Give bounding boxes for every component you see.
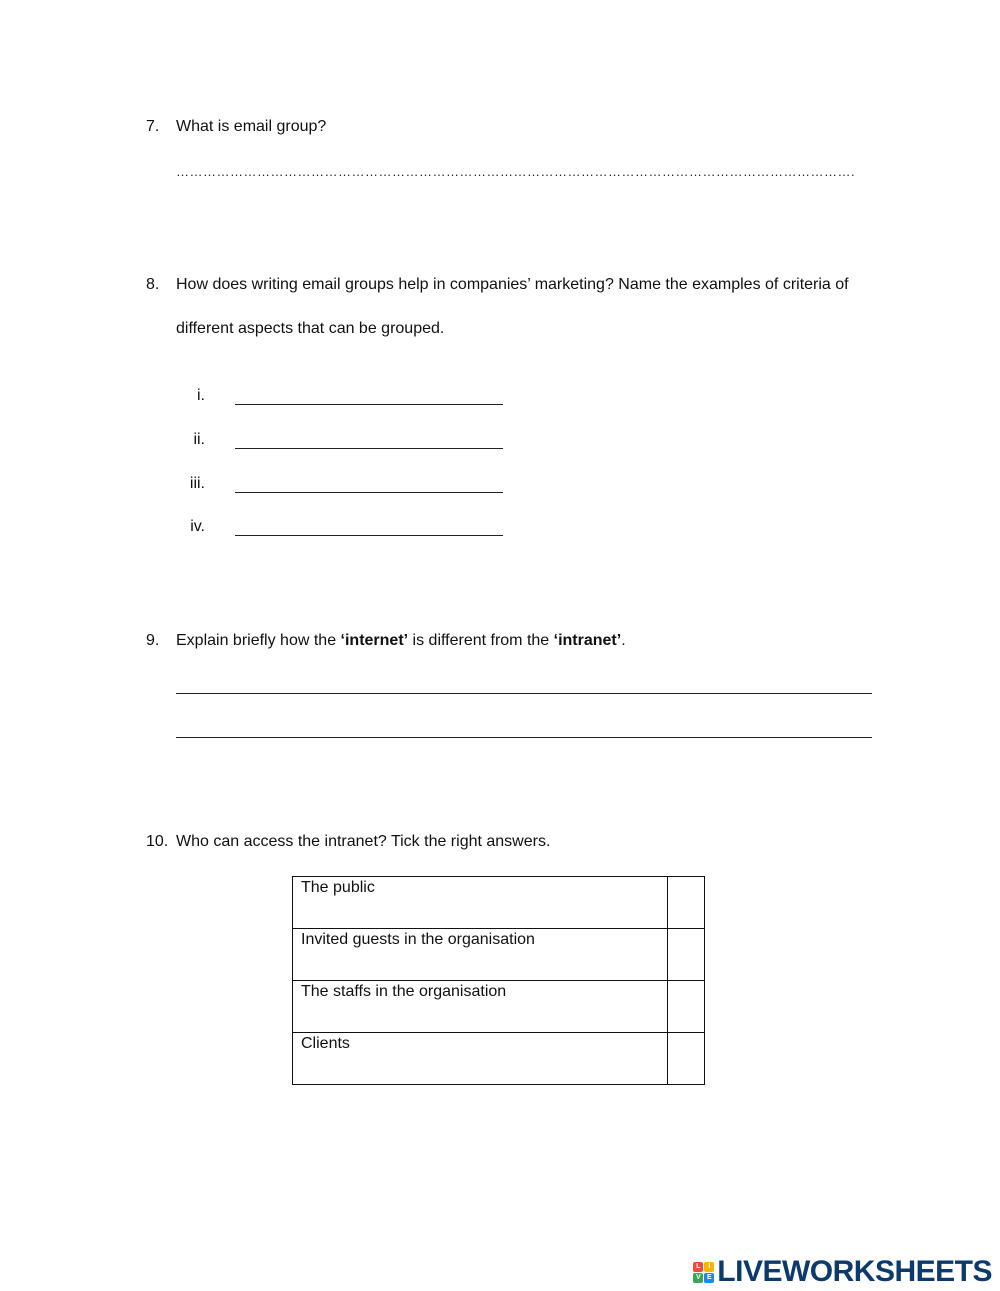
option-label: Invited guests in the organisation xyxy=(293,929,668,981)
question-8-item-label: i. xyxy=(197,387,205,404)
question-8-item-label: iv. xyxy=(190,518,205,535)
question-8-item-label: ii. xyxy=(193,431,205,448)
option-label: The staffs in the organisation xyxy=(293,981,668,1033)
question-8-text-line-2: different aspects that can be grouped. xyxy=(176,320,445,337)
table-row xyxy=(293,929,705,981)
question-8-item-label: iii. xyxy=(189,475,205,492)
question-7-number: 7. xyxy=(146,118,160,135)
question-9-text xyxy=(176,632,626,650)
question-9-text-post: . xyxy=(621,632,626,649)
question-9-term-intranet: ‘intranet’ xyxy=(553,632,622,649)
logo-mark-icon xyxy=(693,1262,714,1283)
question-8-answer-blank[interactable] xyxy=(235,492,503,493)
question-9-number: 9. xyxy=(146,632,160,649)
question-8-number: 8. xyxy=(146,276,160,293)
question-9-term-internet: ‘internet’ xyxy=(340,632,409,649)
tick-table xyxy=(292,876,705,1085)
question-10-number: 10. xyxy=(146,833,169,850)
question-9-text-mid: is different from the xyxy=(408,632,554,649)
option-label: The public xyxy=(293,877,668,929)
question-8-text-line-1: How does writing email groups help in companies’ marketing? Name the examples of criteria of xyxy=(176,276,849,293)
question-7-text: What is email group? xyxy=(176,118,327,135)
table-row xyxy=(293,1033,705,1085)
table-row xyxy=(293,877,705,929)
question-10-text: Who can access the intranet? Tick the right answers. xyxy=(176,833,551,850)
table-row xyxy=(293,981,705,1033)
question-9-answer-line-2[interactable] xyxy=(176,737,872,738)
tick-box[interactable] xyxy=(667,929,704,981)
question-9-answer-line-1[interactable] xyxy=(176,693,872,694)
question-8-answer-blank[interactable] xyxy=(235,448,503,449)
logo-letter: I xyxy=(704,1262,714,1272)
option-label: Clients xyxy=(293,1033,668,1085)
question-7-answer-line[interactable]: ……………………………………………………………………………………………………………………………………. xyxy=(176,164,856,179)
question-8-answer-blank[interactable] xyxy=(235,404,503,405)
logo-letter: E xyxy=(704,1273,714,1283)
liveworksheets-logo xyxy=(693,1255,992,1289)
tick-box[interactable] xyxy=(667,981,704,1033)
logo-text: LIVEWORKSHEETS xyxy=(717,1255,992,1288)
logo-letter: L xyxy=(693,1262,703,1272)
logo-letter: V xyxy=(693,1273,703,1283)
tick-box[interactable] xyxy=(667,877,704,929)
question-8-answer-blank[interactable] xyxy=(235,535,503,536)
tick-box[interactable] xyxy=(667,1033,704,1085)
question-9-text-pre: Explain briefly how the xyxy=(176,632,341,649)
